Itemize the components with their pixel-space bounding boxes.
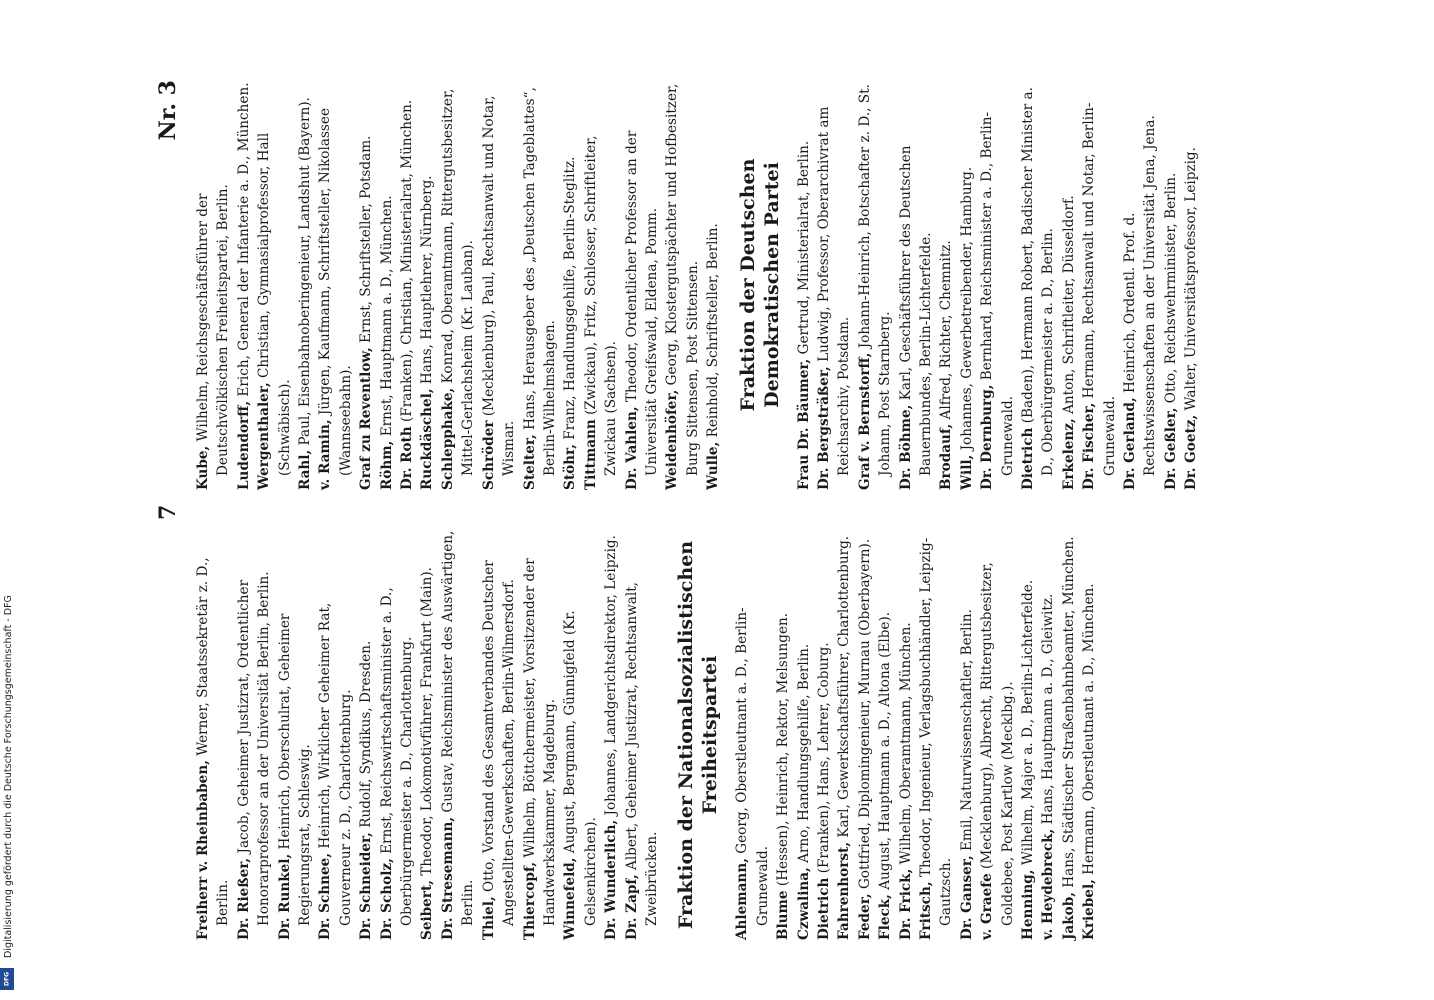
member-details: Wilhelm, Reichsgeschäftsführer der Deutschvölkischen Freiheitspartei, Berlin.: [195, 184, 232, 476]
member-entry: [193, 80, 234, 490]
member-name: Rahl,: [297, 449, 314, 490]
member-entry: [275, 530, 316, 940]
member-details: Walter, Universitätsprofessor, Leipzig.: [1183, 147, 1200, 415]
member-details: Erich, General der Infanterie a. D., München.: [235, 82, 252, 401]
left-entries-a: [193, 530, 662, 940]
member-name: v. Heydebreck,: [1040, 828, 1057, 940]
member-name: Dr. Fischer,: [1081, 402, 1098, 490]
member-details: Franz, Handlungsgehilfe, Berlin-Steglitz.: [562, 156, 579, 445]
member-name: Seibert,: [419, 880, 436, 940]
member-details: (Franken), Hans, Lehrer, Coburg.: [815, 642, 832, 878]
member-entry: [814, 80, 855, 490]
member-name: Henning,: [1020, 869, 1037, 940]
member-name: Wulle,: [705, 441, 722, 490]
member-entry: [377, 530, 418, 940]
member-entry: [234, 80, 254, 490]
member-details: Paul, Eisenbahnoberingenieur, Landshut (Bayern).: [297, 97, 314, 450]
member-name: Dr. Goetz,: [1183, 414, 1200, 490]
member-name: Dr. Frick,: [897, 868, 914, 940]
member-details: Werner, Staatssekretär z. D., Berlin.: [195, 557, 232, 926]
member-name: Kriebel,: [1081, 879, 1098, 940]
page-header: [155, 80, 185, 900]
member-entry: [438, 80, 479, 490]
member-entry: [855, 530, 875, 940]
member-entry: [601, 530, 621, 940]
member-details: Anton, Schriftleiter, Düsseldorf.: [1060, 195, 1077, 419]
member-name: Schlepphake,: [439, 387, 456, 490]
member-details: Christian, Gymnasialprofessor, Hall (Schwäbisch).: [256, 132, 293, 476]
member-entry: [936, 80, 956, 490]
member-details: (Hessen), Heinrich, Rektor, Melsungen.: [775, 612, 792, 891]
member-name: Dr. Stresemann,: [439, 816, 456, 940]
member-entry: [356, 80, 376, 490]
page-content: [145, 0, 1305, 1000]
member-details: Theodor, Ordentlicher Professor an der Universität Greifswald, Eldena, Pomm.: [623, 130, 660, 476]
member-entry: [773, 530, 793, 940]
member-name: Dr. Schnee,: [317, 852, 334, 940]
member-name: Dr. Gerland,: [1122, 397, 1139, 490]
member-name: Dr. Vahlen,: [623, 406, 640, 490]
member-entry: [1161, 80, 1181, 490]
member-entry: [875, 530, 895, 940]
member-entry: [1079, 530, 1099, 940]
member-entry: [479, 80, 520, 490]
digitization-sidebar: [0, 595, 14, 1000]
member-details: Alfred, Richter, Chemnitz.: [938, 240, 955, 424]
member-name: Dr. Geßler,: [1162, 407, 1179, 490]
member-entry: [794, 530, 814, 940]
member-details: (Zwickau), Fritz, Schlosser, Schriftleiter, Zwickau (Sachsen).: [582, 135, 620, 476]
left-entries-b: [732, 530, 1099, 940]
member-details: Albert, Geheimer Justizrat, Rechtsanwalt, Zweibrücken.: [623, 581, 660, 926]
member-name: Ludendorff,: [235, 400, 252, 490]
member-details: (Baden), Hermann Robert, Badischer Minister a. D., Oberbürgermeister a. D., Berlin.: [1020, 87, 1057, 476]
member-entry: [417, 80, 437, 490]
member-name: Frau Dr. Bäumer,: [795, 358, 812, 490]
member-name: Dr. Zapf,: [623, 874, 640, 940]
member-name: Schröder: [480, 420, 497, 490]
member-details: August, Hauptmann a. D., Altona (Elbe).: [877, 611, 894, 895]
member-details: Jürgen, Kaufmann, Schriftsteller, Nikolassee (Wannseebahn).: [317, 108, 354, 476]
member-name: Dietrich: [1020, 427, 1037, 490]
member-name: Fahrenhorst,: [836, 841, 853, 940]
member-details: (Mecklenburg), Paul, Rechtsanwalt und Notar, Wismar.: [480, 95, 518, 476]
member-entry: [234, 530, 275, 940]
member-name: Dr. Roth: [399, 426, 416, 490]
member-name: Kube,: [195, 445, 211, 490]
member-entry: [814, 530, 834, 940]
member-entry: [1018, 80, 1059, 490]
member-name: Dr. Scholz,: [378, 858, 395, 940]
right-section-heading: Fraktion der Deutschen Demokratischen Partei: [736, 158, 783, 412]
dfg-logo: DFG: [0, 968, 14, 990]
member-name: v. Graefe: [979, 873, 996, 940]
member-details: Hans, Städtischer Straßenbahnbeamter, München.: [1060, 536, 1077, 893]
member-entry: [356, 530, 376, 940]
member-details: Ernst, Reichswirtschaftsminister a. D., Oberbürgermeister a. D., Charlottenburg.: [378, 587, 416, 926]
member-details: Otto, Reichswehrminister, Berlin.: [1162, 172, 1179, 408]
member-details: Hermann, Rechtsanwalt und Notar, Berlin-Grunewald.: [1081, 102, 1118, 476]
member-details: Heinrich, Wirklicher Geheimer Rat, Gouverneur z. D., Charlottenburg.: [317, 602, 354, 926]
member-name: Dr. Runkel,: [276, 853, 293, 940]
member-entry: [896, 530, 916, 940]
member-details: Rudolf, Syndikus, Dresden.: [358, 640, 375, 833]
member-name: Graf v. Bernstorff,: [856, 352, 873, 490]
member-details: Konrad, Oberamtmann, Rittergutsbesitzer, Mittel-Gerlachsheim (Kr. Lauban).: [439, 88, 477, 476]
member-entry: [977, 80, 1018, 490]
member-entry: [397, 80, 417, 490]
member-entry: [438, 530, 479, 940]
member-name: Dr. Ganser,: [958, 855, 975, 940]
member-details: Johannes, Gewerbetreibender, Hamburg.: [958, 166, 975, 455]
member-details: Otto, Vorstand des Gesamtverbandes Deutscher Angestellten-Gewerkschaften, Berlin-Wilmersdorf.: [480, 560, 518, 926]
member-entry: [1181, 80, 1201, 490]
member-name: Tittmann: [582, 419, 599, 490]
member-entry: [1059, 80, 1079, 490]
member-name: Czwalina,: [795, 867, 812, 940]
member-entry: [732, 530, 773, 940]
member-name: Stöhr,: [562, 444, 579, 490]
member-details: Reinhold, Schriftsteller, Berlin.: [705, 223, 722, 442]
member-entry: [560, 530, 601, 940]
member-name: Will,: [958, 454, 975, 490]
member-name: Fritsch,: [918, 881, 934, 940]
member-entry: [896, 80, 937, 490]
member-entry: [193, 530, 234, 940]
member-name: Dr. Schneider,: [358, 832, 375, 940]
member-name: Blume: [775, 890, 792, 940]
member-entry: [295, 80, 315, 490]
member-details: Theodor, Ingenieur, Verlagsbuchhändler, Leipzig-Gautzsch.: [918, 537, 955, 926]
member-entry: [622, 530, 663, 940]
member-details: Gottfried, Diplomingenieur, Murnau (Oberbayern).: [856, 538, 873, 894]
member-entry: [1018, 530, 1038, 940]
member-name: Fleck,: [877, 894, 894, 940]
member-entry: [581, 80, 622, 490]
member-entry: [703, 80, 723, 490]
member-name: v. Ramin,: [317, 419, 334, 490]
member-name: Thiercopf,: [521, 861, 538, 940]
member-details: Emil, Naturwissenschaftler, Berlin.: [958, 609, 975, 856]
member-details: August, Bergmann, Günnigfeld (Kr. Gelsenkirchen).: [562, 610, 599, 926]
left-section-heading: Fraktion der Nationalsozialistischen Freiheitspartei: [675, 540, 722, 930]
member-entry: [377, 80, 397, 490]
member-name: Feder,: [856, 893, 873, 940]
member-name: Wergenthaler,: [256, 382, 273, 490]
member-details: Gertrud, Ministerialrat, Berlin.: [795, 140, 812, 359]
member-name: Ahlemann,: [734, 858, 751, 940]
member-name: Weidenhöfer,: [664, 389, 681, 490]
member-details: Heinrich, Oberschulrat, Geheimer Regierungsrat, Schleswig.: [276, 613, 314, 926]
member-name: Winnefeld,: [562, 857, 579, 940]
member-details: Johann-Heinrich, Botschafter z. D., St. Johann, Post Starnberg.: [856, 84, 894, 476]
member-entry: [417, 530, 437, 940]
member-details: (Mecklenburg), Albrecht, Rittergutsbesitzer, Goldebee, Post Kartlow (Mecklbg.).: [979, 562, 1016, 926]
member-name: Röhm,: [378, 440, 395, 490]
member-details: Ernst, Schriftsteller, Potsdam.: [358, 135, 375, 348]
member-name: Freiherr v. Rheinbaben,: [195, 760, 211, 940]
issue-number: Nr. 3: [155, 80, 181, 141]
member-entry: [834, 530, 854, 940]
member-details: Ludwig, Professor, Oberarchivrat am Reichsarchiv, Potsdam.: [815, 106, 853, 476]
member-entry: [977, 530, 1018, 940]
member-details: Wilhelm, Major a. D., Berlin-Lichterfelde.: [1020, 579, 1037, 870]
member-name: Thiel,: [480, 896, 497, 940]
member-entry: [622, 80, 663, 490]
member-name: Brodauf,: [938, 423, 955, 490]
member-details: Wilhelm, Oberamtmann, München.: [897, 622, 914, 869]
member-entry: [560, 80, 580, 490]
member-entry: [794, 80, 814, 490]
member-entry: [662, 80, 703, 490]
page-number: 7: [155, 504, 181, 520]
member-name: Dr. Rießer,: [235, 857, 252, 940]
member-entry: [1120, 80, 1161, 490]
member-details: Gustav, Reichsminister des Auswärtigen, Berlin.: [439, 530, 477, 926]
member-details: Bernhard, Reichsminister a. D., Berlin-Grunewald.: [979, 111, 1016, 476]
member-details: Heinrich, Ordentl. Prof. d. Rechtswissenschaften an der Universität Jena, Jena.: [1122, 115, 1159, 476]
member-entry: [254, 80, 295, 490]
member-name: Dr. Wunderlich,: [603, 819, 620, 940]
member-details: Johannes, Landgerichtsdirektor, Leipzig.: [603, 535, 620, 820]
right-entries-b: [794, 80, 1202, 490]
member-details: Karl, Gewerkschaftsführer, Charlottenburg.: [836, 535, 853, 842]
member-entry: [1059, 530, 1079, 940]
member-details: Hans, Hauptmann a. D., Gleiwitz.: [1040, 593, 1057, 829]
member-name: Stelter,: [521, 434, 538, 490]
digitization-note: Digitalisierung gefördert durch die Deutsche Forschungsgemeinschaft - DFG: [3, 595, 14, 958]
member-details: Ernst, Hauptmann a. D., München.: [378, 195, 395, 441]
member-name: Dr. Böhme,: [897, 404, 914, 490]
member-entry: [520, 80, 561, 490]
right-entries-a: [193, 80, 724, 490]
member-name: Graf zu Reventlow,: [358, 347, 375, 490]
member-details: Theodor, Lokomotivführer, Frankfurt (Main).: [419, 567, 436, 881]
right-column: [193, 80, 1202, 490]
member-details: Hans, Herausgeber des „Deutschen Tageblattes“, Berlin-Wilhelmshagen.: [521, 87, 558, 476]
member-name: Jakob,: [1060, 892, 1077, 940]
member-details: Jacob, Geheimer Justizrat, Ordentlicher Honorarprofessor an der Universität Berlin, Berlin.: [235, 571, 273, 926]
member-details: Hans, Hauptlehrer, Nürnberg.: [419, 175, 436, 389]
member-details: Karl, Geschäftsführer des Deutschen Bauernbundes, Berlin-Lichterfelde.: [897, 145, 934, 476]
member-details: Georg, Oberstleutnant a. D., Berlin-Grunewald.: [734, 607, 771, 926]
member-entry: [957, 80, 977, 490]
member-entry: [315, 80, 356, 490]
member-name: Erkelenz,: [1060, 418, 1077, 490]
rotated-page: [145, 0, 1305, 1000]
member-entry: [1038, 530, 1058, 940]
member-name: Dietrich: [815, 877, 832, 940]
member-entry: [1079, 80, 1120, 490]
member-entry: [520, 530, 561, 940]
member-details: Arno, Handlungsgehilfe, Berlin.: [795, 643, 812, 868]
member-entry: [916, 530, 957, 940]
member-name: Dr. Bergsträßer,: [815, 366, 832, 490]
member-details: Hermann, Oberstleutnant a. D., München.: [1081, 583, 1098, 880]
member-entry: [315, 530, 356, 940]
member-details: (Franken), Christian, Ministerialrat, München.: [399, 99, 416, 427]
member-name: Dr. Dernburg,: [979, 384, 996, 490]
member-entry: [855, 80, 896, 490]
member-details: Georg, Klostergutspächter und Hofbesitzer, Burg Sittensen, Post Sittensen.: [664, 83, 701, 476]
member-entry: [479, 530, 520, 940]
member-entry: [957, 530, 977, 940]
member-details: Wilhelm, Böttchermeister, Vorsitzender der Handwerkskammer, Magdeburg.: [521, 558, 558, 926]
left-column: [193, 530, 1100, 940]
member-name: Ruckdäschel,: [419, 388, 436, 490]
